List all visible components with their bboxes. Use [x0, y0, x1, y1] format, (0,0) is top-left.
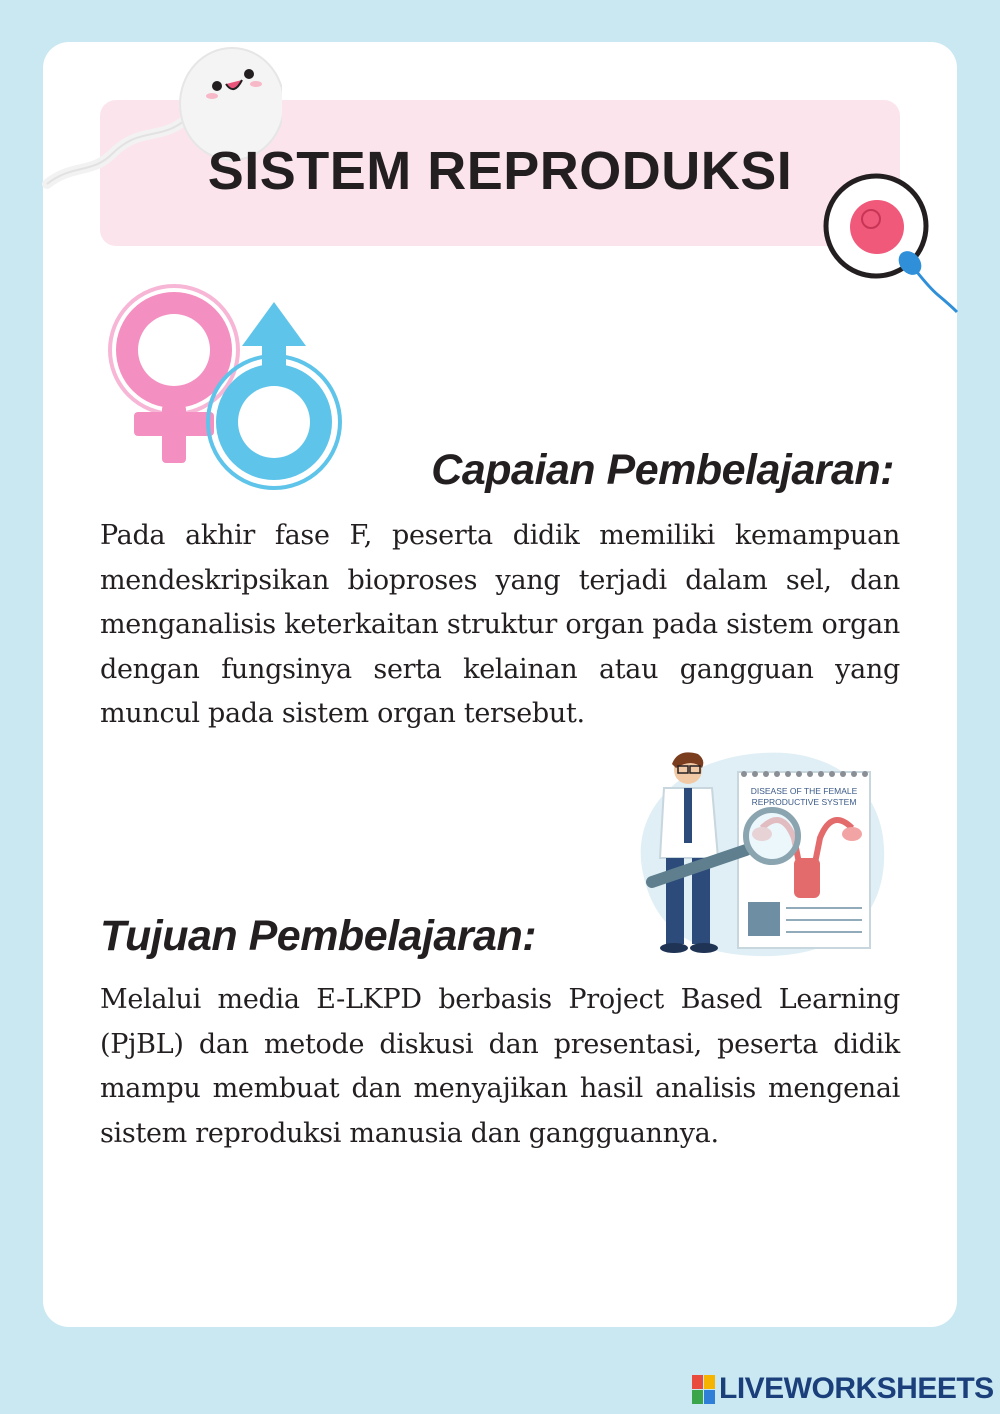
capaian-paragraph: Pada akhir fase F, peserta didik memiliki kemampuan mendeskripsikan bioproses yang terjadi dalam sel, dan menganalisis keterkaitan struktur organ pada sistem organ dengan fungsinya serta kelainan atau gangguan yang muncul pada sistem organ tersebut. — [100, 520, 900, 729]
tujuan-paragraph: Melalui media E-LKPD berbasis Project Based Learning (PjBL) dan metode diskusi dan presentasi, peserta didik mampu membuat dan menyajikan hasil analisis mengenai sistem reproduksi manusia dan gangguannya. — [100, 984, 900, 1149]
capaian-heading: Capaian Pembelajaran: — [431, 446, 894, 494]
brand-name: LIVEWORKSHEETS — [719, 1372, 994, 1405]
male-symbol-icon — [204, 300, 354, 500]
board-title-line2: REPRODUCTIVE SYSTEM — [751, 797, 857, 807]
magnifier-icon — [642, 800, 802, 900]
tujuan-heading: Tujuan Pembelajaran: — [100, 912, 537, 960]
board-title-line1: DISEASE OF THE FEMALE — [750, 786, 858, 796]
liveworksheets-logo[interactable] — [692, 1372, 994, 1406]
brand-mark-icon — [692, 1375, 715, 1404]
egg-cell-icon — [820, 170, 960, 320]
page-title: SISTEM REPRODUKSI — [207, 141, 793, 201]
